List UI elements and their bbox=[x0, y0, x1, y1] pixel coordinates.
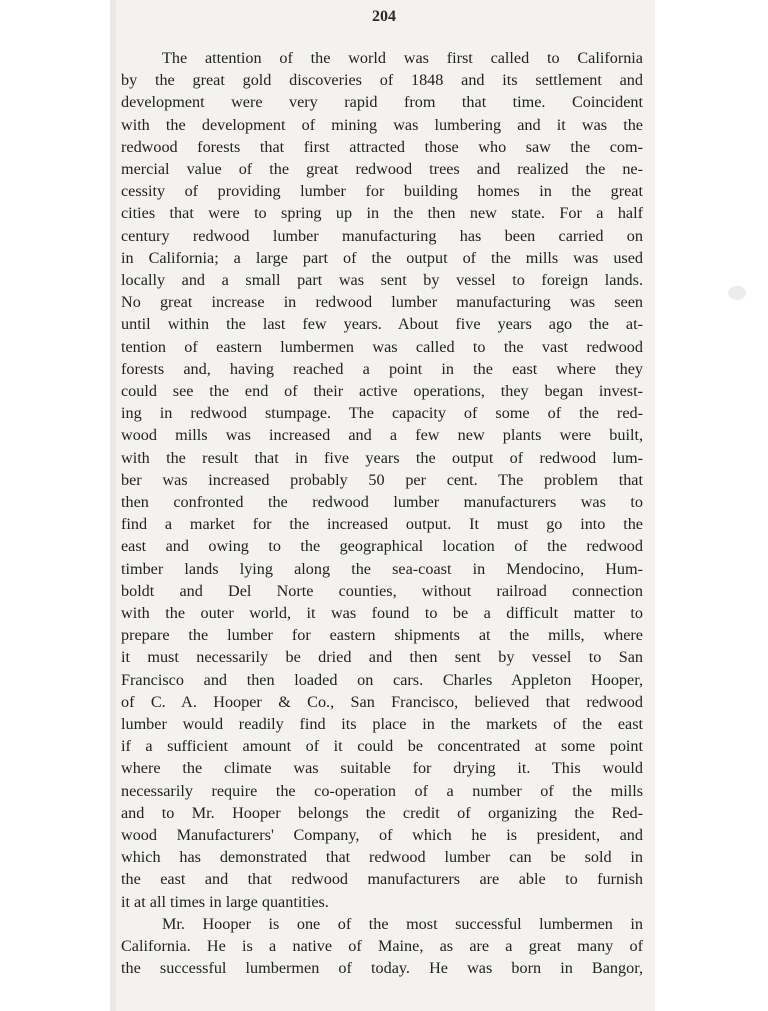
page-number: 204 bbox=[372, 8, 396, 25]
scan-speck bbox=[728, 286, 746, 300]
text-line: it at all times in large quantities. bbox=[121, 892, 329, 911]
text-line: No great increase in redwood lumber manufacturing was seen bbox=[121, 293, 643, 312]
text-line: by the great gold discoveries of 1848 and its settlement and bbox=[121, 71, 643, 90]
text-line: wood Manufacturers' Company, of which he is president, and bbox=[121, 826, 643, 844]
text-line: could see the end of their active operations, they began invest- bbox=[121, 382, 643, 400]
text-line: The attention of the world was first called to California bbox=[162, 49, 643, 67]
text-line: forests and, having reached a point in the east where they bbox=[121, 359, 643, 378]
text-line: locally and a small part was sent by vessel to foreign lands. bbox=[121, 271, 643, 289]
text-line: cessity of providing lumber for building homes in the great bbox=[121, 182, 643, 201]
text-line: with the development of mining was lumbering and it was the bbox=[121, 115, 643, 134]
text-line: and to Mr. Hooper belongs the credit of organizing the Red- bbox=[121, 803, 643, 822]
text-line: with the result that in five years the output of redwood lum- bbox=[121, 448, 643, 467]
text-line: Francisco and then loaded on cars. Charles Appleton Hooper, bbox=[121, 670, 643, 689]
text-line: until within the last few years. About five years ago the at- bbox=[121, 315, 643, 334]
text-line: east and owing to the geographical location of the redwood bbox=[121, 537, 643, 556]
text-line: tention of eastern lumbermen was called to the vast redwood bbox=[121, 337, 643, 356]
text-line: the east and that redwood manufacturers are able to furnish bbox=[121, 870, 643, 889]
text-line: which has demonstrated that redwood lumber can be sold in bbox=[121, 848, 643, 867]
text-line: boldt and Del Norte counties, without railroad connection bbox=[121, 581, 643, 600]
page-edge-shadow bbox=[110, 0, 116, 1011]
text-line: Mr. Hooper is one of the most successful lumbermen in bbox=[162, 914, 643, 933]
text-line: it must necessarily be dried and then sent by vessel to San bbox=[121, 648, 643, 667]
text-line: if a sufficient amount of it could be concentrated at some point bbox=[121, 737, 643, 756]
text-line: development were very rapid from that time. Coincident bbox=[121, 93, 643, 112]
text-line: timber lands lying along the sea-coast in Mendocino, Hum- bbox=[121, 559, 643, 578]
text-line: ber was increased probably 50 per cent. The problem that bbox=[121, 470, 643, 489]
text-line: then confronted the redwood lumber manufacturers was to bbox=[121, 493, 643, 511]
text-line: in California; a large part of the output of the mills was used bbox=[121, 248, 643, 267]
text-line: wood mills was increased and a few new plants were built, bbox=[121, 426, 643, 445]
text-line: century redwood lumber manufacturing has been carried on bbox=[121, 226, 643, 245]
text-line: California. He is a native of Maine, as are a great many of bbox=[121, 937, 643, 955]
text-line: lumber would readily find its place in the markets of the east bbox=[121, 715, 643, 733]
text-line: cities that were to spring up in the then new state. For a half bbox=[121, 204, 643, 223]
text-line: ing in redwood stumpage. The capacity of some of the red- bbox=[121, 404, 643, 423]
text-line: redwood forests that first attracted those who saw the com- bbox=[121, 137, 643, 156]
text-line: prepare the lumber for eastern shipments at the mills, where bbox=[121, 626, 643, 645]
text-line: mercial value of the great redwood trees and realized the ne- bbox=[121, 160, 643, 178]
text-line: find a market for the increased output. It must go into the bbox=[121, 515, 643, 534]
text-line: of C. A. Hooper & Co., San Francisco, believed that redwood bbox=[121, 692, 643, 711]
text-line: necessarily require the co-operation of a number of the mills bbox=[121, 781, 643, 800]
text-line: with the outer world, it was found to be a difficult matter to bbox=[121, 604, 643, 622]
text-line: the successful lumbermen of today. He was born in Bangor, bbox=[121, 959, 643, 978]
text-line: where the climate was suitable for drying it. This would bbox=[121, 759, 643, 778]
